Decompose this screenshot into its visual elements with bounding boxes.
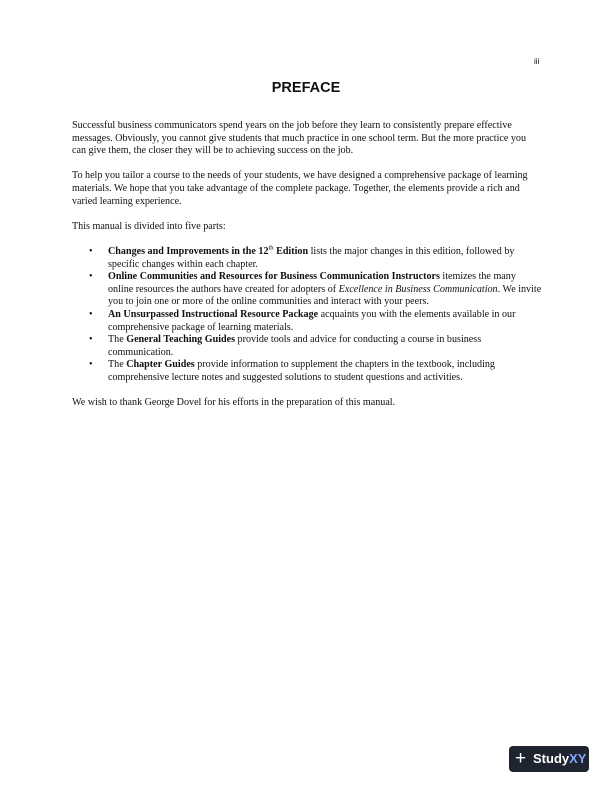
paragraph-parts-intro: This manual is divided into five parts: — [72, 220, 226, 232]
list-item-teaching-guides — [72, 334, 542, 359]
list-item-text: provide information to supplement the chapters in the textbook, including comprehensive lecture notes and suggested solutions to student questions and activities. — [108, 359, 495, 383]
parts-list — [72, 246, 542, 385]
page-title: PREFACE — [271, 80, 341, 96]
list-item-prefix: The — [108, 334, 127, 346]
list-item-bold: Online Communities and Resources for Business Communication Instructors — [108, 271, 440, 283]
list-item-bold: An Unsurpassed Instructional Resource Package — [108, 308, 319, 320]
brand-logo — [533, 751, 586, 767]
brand-main: Study — [533, 751, 570, 766]
paragraph-package: To help you tailor a course to the needs of your students, we have designed a comprehensive package of learning materials. We hope that you take advantage of the complete package. Together, the elements provide a rich and varied learning experience. — [72, 170, 528, 207]
document-body — [72, 120, 542, 422]
list-item-text: provide tools and advice for conducting a course in business communication. — [108, 334, 482, 358]
list-item-prefix: The — [108, 359, 127, 371]
brand-accent: XY — [569, 751, 587, 766]
list-item-text: acquaints you with the elements available in our comprehensive package of learning materials. — [108, 308, 516, 333]
page-number: iii — [534, 57, 540, 66]
list-item-bold: Changes and Improvements in the 12 — [108, 245, 269, 257]
list-item-text: itemizes the many online resources the authors have created for adopters of — [108, 271, 516, 295]
list-item-text: lists the major changes in this edition, followed by specific changes within each chapter. — [108, 245, 515, 270]
list-item-text: . We invite you to join one or more of the online communities and interact with your peers. — [108, 283, 542, 308]
list-item-bold: General Teaching Guides — [126, 334, 236, 346]
list-item-chapter-guides — [72, 359, 542, 384]
superscript: th — [268, 244, 274, 252]
list-item-resource-package — [72, 309, 542, 334]
plus-icon: + — [515, 748, 527, 769]
list-item-changes — [72, 246, 542, 271]
list-item-bold: Edition — [273, 245, 309, 257]
paragraph-intro: Successful business communicators spend years on the job before they learn to consistently prepare effective messages. Obviously, you cannot give students that much practice in one school term. But the more practice you can give them, the closer they will be to achieving success on the job. — [72, 120, 527, 157]
list-item-online-communities — [72, 271, 542, 309]
paragraph-acknowledgment: We wish to thank George Dovel for his efforts in the preparation of this manual. — [72, 397, 396, 409]
book-title: Excellence in Business Communication — [338, 283, 498, 295]
studyxy-badge[interactable] — [509, 746, 589, 772]
list-item-bold: Chapter Guides — [126, 359, 195, 371]
